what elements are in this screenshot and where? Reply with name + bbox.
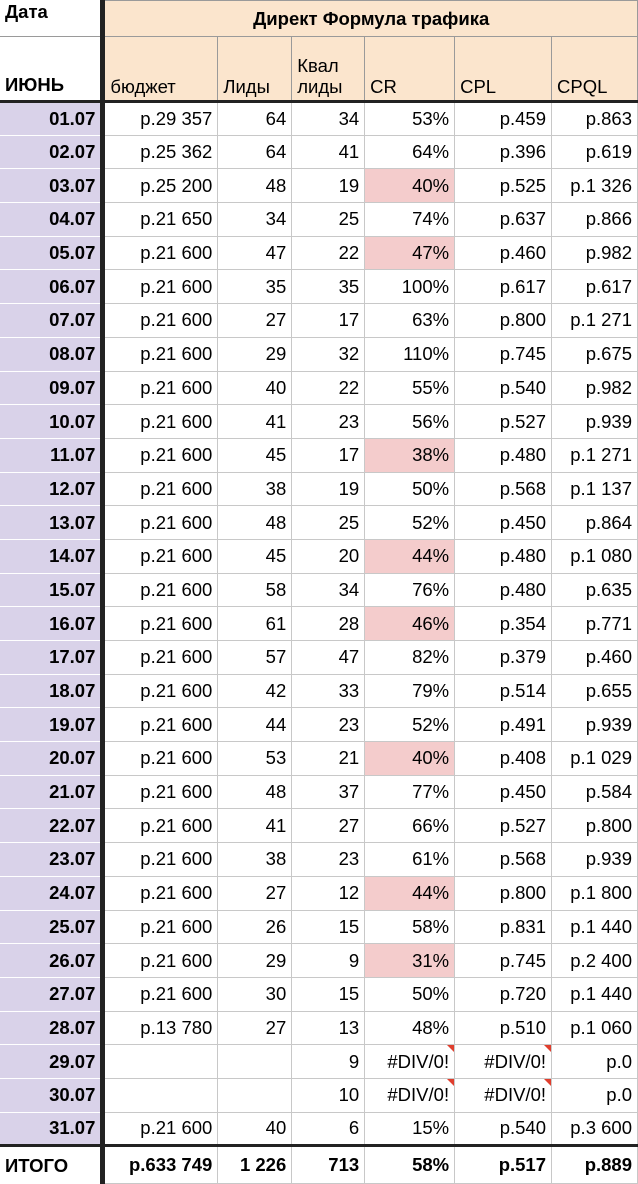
cpl-cell[interactable]: р.800 (455, 304, 552, 338)
leads-cell[interactable]: 40 (218, 1112, 292, 1146)
cr-cell[interactable]: 50% (365, 472, 455, 506)
budget-cell[interactable]: р.21 600 (103, 742, 218, 776)
table-row (0, 641, 638, 675)
budget-cell[interactable]: р.13 780 (103, 1011, 218, 1045)
cpl-cell[interactable]: р.800 (455, 876, 552, 910)
leads-cell[interactable]: 35 (218, 270, 292, 304)
cpql-cell[interactable]: р.1 080 (552, 539, 638, 573)
cr-cell[interactable]: 52% (365, 708, 455, 742)
cpl-cell[interactable]: р.745 (455, 944, 552, 978)
cpql-cell[interactable]: р.0 (552, 1078, 638, 1112)
qual-leads-cell[interactable]: 23 (292, 708, 365, 742)
table-row (0, 371, 638, 405)
leads-cell[interactable] (218, 1078, 292, 1112)
table-row (0, 472, 638, 506)
qual-leads-cell[interactable]: 34 (292, 102, 365, 136)
leads-cell[interactable]: 34 (218, 203, 292, 237)
date-cell[interactable]: 15.07 (0, 573, 103, 607)
cpql-cell[interactable]: р.982 (552, 236, 638, 270)
table-row (0, 674, 638, 708)
column-header-cr[interactable]: CR (365, 37, 455, 102)
qual-leads-cell[interactable]: 32 (292, 337, 365, 371)
cpl-cell[interactable]: р.491 (455, 708, 552, 742)
cr-cell[interactable]: 40% (365, 742, 455, 776)
cpql-cell[interactable]: р.655 (552, 674, 638, 708)
cpl-cell[interactable]: р.450 (455, 506, 552, 540)
budget-cell[interactable]: р.21 600 (103, 1112, 218, 1146)
cpl-cell[interactable]: р.480 (455, 438, 552, 472)
cpl-cell[interactable]: р.480 (455, 573, 552, 607)
leads-cell[interactable]: 29 (218, 337, 292, 371)
cpl-cell[interactable]: р.354 (455, 607, 552, 641)
cpl-cell[interactable]: р.831 (455, 910, 552, 944)
cpl-cell[interactable]: #DIV/0! (455, 1045, 552, 1079)
qual-leads-cell[interactable]: 21 (292, 742, 365, 776)
cpl-cell[interactable]: р.514 (455, 674, 552, 708)
column-header-leads[interactable]: Лиды (218, 37, 292, 102)
date-cell[interactable]: 19.07 (0, 708, 103, 742)
leads-cell[interactable]: 47 (218, 236, 292, 270)
total-qual-leads-cell[interactable]: 713 (292, 1146, 365, 1184)
leads-cell[interactable]: 41 (218, 405, 292, 439)
column-header-cpql[interactable]: CPQL (552, 37, 638, 102)
cr-cell[interactable]: 53% (365, 102, 455, 136)
leads-cell[interactable]: 41 (218, 809, 292, 843)
qual-leads-cell[interactable]: 20 (292, 539, 365, 573)
cpl-cell[interactable]: р.379 (455, 641, 552, 675)
budget-cell[interactable]: р.21 600 (103, 910, 218, 944)
leads-cell[interactable]: 64 (218, 102, 292, 136)
table-row (0, 304, 638, 338)
budget-cell[interactable]: р.21 600 (103, 236, 218, 270)
table-row (0, 977, 638, 1011)
cpql-cell[interactable]: р.460 (552, 641, 638, 675)
table-row (0, 135, 638, 169)
total-budget-cell[interactable]: р.633 749 (103, 1146, 218, 1184)
table-row (0, 910, 638, 944)
date-cell[interactable]: 16.07 (0, 607, 103, 641)
cr-cell[interactable]: 79% (365, 674, 455, 708)
budget-cell[interactable]: р.21 600 (103, 573, 218, 607)
cpql-cell[interactable]: р.863 (552, 102, 638, 136)
date-cell[interactable]: 25.07 (0, 910, 103, 944)
cpql-cell[interactable]: р.2 400 (552, 944, 638, 978)
cr-cell[interactable]: 46% (365, 607, 455, 641)
budget-cell[interactable]: р.21 650 (103, 203, 218, 237)
date-cell[interactable]: 01.07 (0, 102, 103, 136)
cr-cell[interactable]: 76% (365, 573, 455, 607)
cpql-cell[interactable]: р.0 (552, 1045, 638, 1079)
leads-cell[interactable]: 38 (218, 843, 292, 877)
cpql-cell[interactable]: р.866 (552, 203, 638, 237)
column-header-qual-leads[interactable]: Квал лиды (292, 37, 365, 102)
cr-cell[interactable]: 82% (365, 641, 455, 675)
column-header-budget[interactable]: бюджет (103, 37, 218, 102)
cpl-cell[interactable]: р.408 (455, 742, 552, 776)
leads-cell[interactable]: 64 (218, 135, 292, 169)
cpl-cell[interactable]: р.720 (455, 977, 552, 1011)
date-cell[interactable]: 02.07 (0, 135, 103, 169)
leads-cell[interactable]: 44 (218, 708, 292, 742)
total-cpql-cell[interactable]: р.889 (552, 1146, 638, 1184)
date-cell[interactable]: 11.07 (0, 438, 103, 472)
budget-cell[interactable]: р.25 362 (103, 135, 218, 169)
cpl-cell[interactable]: р.460 (455, 236, 552, 270)
cpl-cell[interactable]: р.510 (455, 1011, 552, 1045)
cpql-cell[interactable]: р.939 (552, 708, 638, 742)
date-cell[interactable]: 22.07 (0, 809, 103, 843)
cpql-cell[interactable]: р.1 029 (552, 742, 638, 776)
leads-cell[interactable]: 30 (218, 977, 292, 1011)
budget-cell[interactable]: р.21 600 (103, 304, 218, 338)
qual-leads-cell[interactable]: 25 (292, 203, 365, 237)
cr-cell[interactable]: 58% (365, 910, 455, 944)
budget-cell[interactable]: р.21 600 (103, 944, 218, 978)
table-row (0, 405, 638, 439)
qual-leads-cell[interactable]: 10 (292, 1078, 365, 1112)
budget-cell[interactable]: р.21 600 (103, 876, 218, 910)
date-cell[interactable]: 07.07 (0, 304, 103, 338)
table-row (0, 438, 638, 472)
date-header[interactable]: Дата (0, 1, 103, 37)
qual-leads-cell[interactable]: 23 (292, 405, 365, 439)
date-cell[interactable]: 24.07 (0, 876, 103, 910)
cr-cell[interactable]: 52% (365, 506, 455, 540)
cr-cell[interactable]: 47% (365, 236, 455, 270)
cpql-cell[interactable]: р.939 (552, 405, 638, 439)
cr-cell[interactable]: 44% (365, 539, 455, 573)
qual-leads-cell[interactable]: 15 (292, 910, 365, 944)
table-row (0, 944, 638, 978)
budget-cell[interactable]: р.21 600 (103, 607, 218, 641)
qual-leads-cell[interactable]: 22 (292, 236, 365, 270)
table-row (0, 573, 638, 607)
budget-cell[interactable]: р.21 600 (103, 843, 218, 877)
qual-leads-cell[interactable]: 35 (292, 270, 365, 304)
cr-cell[interactable]: 74% (365, 203, 455, 237)
budget-cell[interactable] (103, 1078, 218, 1112)
cr-cell[interactable]: 50% (365, 977, 455, 1011)
table-row (0, 270, 638, 304)
qual-leads-cell[interactable]: 12 (292, 876, 365, 910)
leads-cell[interactable]: 45 (218, 539, 292, 573)
cpl-cell[interactable]: р.525 (455, 169, 552, 203)
qual-leads-cell[interactable]: 19 (292, 472, 365, 506)
cr-cell[interactable]: #DIV/0! (365, 1045, 455, 1079)
cpql-cell[interactable]: р.1 440 (552, 910, 638, 944)
cpl-cell[interactable]: р.540 (455, 371, 552, 405)
budget-cell[interactable]: р.25 200 (103, 169, 218, 203)
cpl-cell[interactable]: р.617 (455, 270, 552, 304)
leads-cell[interactable]: 27 (218, 304, 292, 338)
cr-cell[interactable]: 61% (365, 843, 455, 877)
total-cr-cell[interactable]: 58% (365, 1146, 455, 1184)
date-cell[interactable]: 09.07 (0, 371, 103, 405)
table-row (0, 169, 638, 203)
cr-cell[interactable]: 77% (365, 775, 455, 809)
budget-cell[interactable]: р.21 600 (103, 539, 218, 573)
table-row (0, 809, 638, 843)
cpl-cell[interactable]: #DIV/0! (455, 1078, 552, 1112)
budget-cell[interactable] (103, 1045, 218, 1079)
qual-leads-cell[interactable]: 25 (292, 506, 365, 540)
qual-leads-cell[interactable]: 15 (292, 977, 365, 1011)
budget-cell[interactable]: р.21 600 (103, 674, 218, 708)
total-cpl-cell[interactable]: р.517 (455, 1146, 552, 1184)
date-cell[interactable]: 06.07 (0, 270, 103, 304)
leads-cell[interactable]: 27 (218, 876, 292, 910)
cr-cell[interactable]: 100% (365, 270, 455, 304)
budget-cell[interactable]: р.21 600 (103, 809, 218, 843)
cpql-cell[interactable]: р.1 271 (552, 438, 638, 472)
qual-leads-cell[interactable]: 34 (292, 573, 365, 607)
cpql-cell[interactable]: р.1 800 (552, 876, 638, 910)
cpql-cell[interactable]: р.635 (552, 573, 638, 607)
qual-leads-cell[interactable]: 41 (292, 135, 365, 169)
leads-cell[interactable]: 58 (218, 573, 292, 607)
budget-cell[interactable]: р.21 600 (103, 472, 218, 506)
budget-cell[interactable]: р.21 600 (103, 337, 218, 371)
leads-cell[interactable]: 29 (218, 944, 292, 978)
table-row (0, 1011, 638, 1045)
qual-leads-cell[interactable]: 13 (292, 1011, 365, 1045)
budget-cell[interactable]: р.21 600 (103, 371, 218, 405)
date-cell[interactable]: 18.07 (0, 674, 103, 708)
table-row (0, 775, 638, 809)
qual-leads-cell[interactable]: 28 (292, 607, 365, 641)
budget-cell[interactable]: р.21 600 (103, 708, 218, 742)
date-cell[interactable]: 17.07 (0, 641, 103, 675)
cpl-cell[interactable]: р.527 (455, 809, 552, 843)
cpql-cell[interactable]: р.1 137 (552, 472, 638, 506)
cpql-cell[interactable]: р.864 (552, 506, 638, 540)
leads-cell[interactable]: 57 (218, 641, 292, 675)
cr-cell[interactable]: 38% (365, 438, 455, 472)
cr-cell[interactable]: 56% (365, 405, 455, 439)
cpl-cell[interactable]: р.637 (455, 203, 552, 237)
qual-leads-cell[interactable]: 37 (292, 775, 365, 809)
date-cell[interactable]: 13.07 (0, 506, 103, 540)
cr-cell[interactable]: 63% (365, 304, 455, 338)
cpql-cell[interactable]: р.800 (552, 809, 638, 843)
cpl-cell[interactable]: р.568 (455, 472, 552, 506)
leads-cell[interactable]: 61 (218, 607, 292, 641)
qual-leads-cell[interactable]: 33 (292, 674, 365, 708)
qual-leads-cell[interactable]: 9 (292, 1045, 365, 1079)
cr-cell[interactable]: 55% (365, 371, 455, 405)
qual-leads-cell[interactable]: 22 (292, 371, 365, 405)
budget-cell[interactable]: р.21 600 (103, 438, 218, 472)
date-cell[interactable]: 23.07 (0, 843, 103, 877)
table-row (0, 236, 638, 270)
total-row (0, 1146, 638, 1184)
cpl-cell[interactable]: р.396 (455, 135, 552, 169)
date-cell[interactable]: 31.07 (0, 1112, 103, 1146)
cpql-cell[interactable]: р.619 (552, 135, 638, 169)
qual-leads-cell[interactable]: 19 (292, 169, 365, 203)
cr-cell[interactable]: 31% (365, 944, 455, 978)
table-row (0, 876, 638, 910)
table-row (0, 102, 638, 136)
table-row (0, 1045, 638, 1079)
qual-leads-cell[interactable]: 47 (292, 641, 365, 675)
date-cell[interactable]: 05.07 (0, 236, 103, 270)
leads-cell[interactable]: 38 (218, 472, 292, 506)
cr-cell[interactable]: 110% (365, 337, 455, 371)
leads-cell[interactable]: 48 (218, 775, 292, 809)
cr-cell[interactable]: 48% (365, 1011, 455, 1045)
cpl-cell[interactable]: р.527 (455, 405, 552, 439)
date-cell[interactable]: 14.07 (0, 539, 103, 573)
cr-cell[interactable]: #DIV/0! (365, 1078, 455, 1112)
cpql-cell[interactable]: р.939 (552, 843, 638, 877)
table-row (0, 203, 638, 237)
cpql-cell[interactable]: р.584 (552, 775, 638, 809)
leads-cell[interactable]: 45 (218, 438, 292, 472)
date-cell[interactable]: 27.07 (0, 977, 103, 1011)
cpql-cell[interactable]: р.617 (552, 270, 638, 304)
date-cell[interactable]: 29.07 (0, 1045, 103, 1079)
total-label[interactable]: ИТОГО (0, 1146, 103, 1184)
date-cell[interactable]: 26.07 (0, 944, 103, 978)
qual-leads-cell[interactable]: 27 (292, 809, 365, 843)
cpql-cell[interactable]: р.982 (552, 371, 638, 405)
cpql-cell[interactable]: р.1 060 (552, 1011, 638, 1045)
table-row (0, 708, 638, 742)
leads-cell[interactable]: 48 (218, 169, 292, 203)
qual-leads-cell[interactable]: 23 (292, 843, 365, 877)
table-row (0, 539, 638, 573)
cpql-cell[interactable]: р.1 271 (552, 304, 638, 338)
cpl-cell[interactable]: р.540 (455, 1112, 552, 1146)
table-row (0, 1112, 638, 1146)
cr-cell[interactable]: 15% (365, 1112, 455, 1146)
qual-leads-cell[interactable]: 9 (292, 944, 365, 978)
table-row (0, 506, 638, 540)
table-row (0, 1078, 638, 1112)
month-label[interactable]: ИЮНЬ (0, 37, 103, 102)
leads-cell[interactable]: 48 (218, 506, 292, 540)
date-cell[interactable]: 10.07 (0, 405, 103, 439)
cpql-cell[interactable]: р.3 600 (552, 1112, 638, 1146)
column-header-cpl[interactable]: CPL (455, 37, 552, 102)
budget-cell[interactable]: р.21 600 (103, 405, 218, 439)
cpql-cell[interactable]: р.1 326 (552, 169, 638, 203)
cpl-cell[interactable]: р.568 (455, 843, 552, 877)
budget-cell[interactable]: р.21 600 (103, 506, 218, 540)
leads-cell[interactable]: 40 (218, 371, 292, 405)
cpl-cell[interactable]: р.745 (455, 337, 552, 371)
total-leads-cell[interactable]: 1 226 (218, 1146, 292, 1184)
cr-cell[interactable]: 64% (365, 135, 455, 169)
leads-cell[interactable]: 26 (218, 910, 292, 944)
cr-cell[interactable]: 66% (365, 809, 455, 843)
cpql-cell[interactable]: р.771 (552, 607, 638, 641)
qual-leads-cell[interactable]: 17 (292, 304, 365, 338)
leads-cell[interactable]: 27 (218, 1011, 292, 1045)
cpql-cell[interactable]: р.675 (552, 337, 638, 371)
leads-cell[interactable]: 42 (218, 674, 292, 708)
date-cell[interactable]: 20.07 (0, 742, 103, 776)
budget-cell[interactable]: р.29 357 (103, 102, 218, 136)
leads-cell[interactable]: 53 (218, 742, 292, 776)
qual-leads-cell[interactable]: 6 (292, 1112, 365, 1146)
budget-cell[interactable]: р.21 600 (103, 977, 218, 1011)
leads-cell[interactable] (218, 1045, 292, 1079)
cpql-cell[interactable]: р.1 440 (552, 977, 638, 1011)
group-title[interactable]: Директ Формула трафика (103, 1, 638, 37)
cpl-cell[interactable]: р.459 (455, 102, 552, 136)
date-cell[interactable]: 08.07 (0, 337, 103, 371)
qual-leads-cell[interactable]: 17 (292, 438, 365, 472)
table-row (0, 337, 638, 371)
date-cell[interactable]: 28.07 (0, 1011, 103, 1045)
table-row (0, 742, 638, 776)
table-row (0, 843, 638, 877)
date-cell[interactable]: 21.07 (0, 775, 103, 809)
date-cell[interactable]: 12.07 (0, 472, 103, 506)
date-cell[interactable]: 04.07 (0, 203, 103, 237)
date-cell[interactable]: 30.07 (0, 1078, 103, 1112)
cpl-cell[interactable]: р.450 (455, 775, 552, 809)
budget-cell[interactable]: р.21 600 (103, 270, 218, 304)
table-row (0, 607, 638, 641)
budget-cell[interactable]: р.21 600 (103, 775, 218, 809)
cr-cell[interactable]: 40% (365, 169, 455, 203)
cr-cell[interactable]: 44% (365, 876, 455, 910)
cpl-cell[interactable]: р.480 (455, 539, 552, 573)
date-cell[interactable]: 03.07 (0, 169, 103, 203)
budget-cell[interactable]: р.21 600 (103, 641, 218, 675)
